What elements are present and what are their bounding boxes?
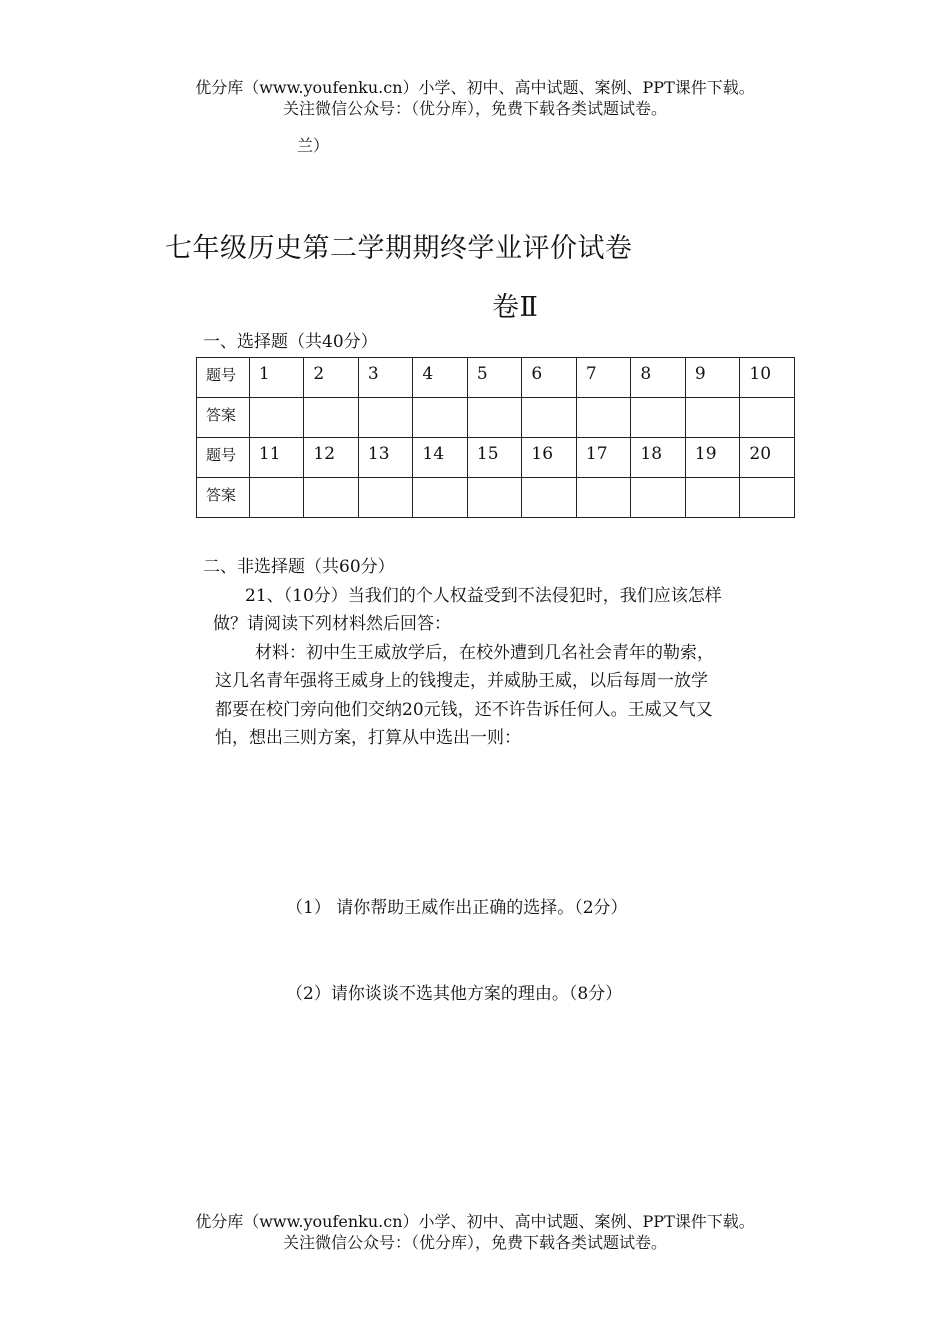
question-number: 2 [304,358,359,398]
page-header [0,77,950,119]
answer-cell[interactable] [576,478,631,518]
answer-cell[interactable] [413,398,468,438]
label-answer: 答案 [197,478,250,518]
question-number: 3 [358,358,413,398]
question-number: 7 [576,358,631,398]
answer-cell[interactable] [631,478,686,518]
answer-cell[interactable] [522,478,577,518]
question-number: 10 [740,358,795,398]
answer-cell[interactable] [304,398,359,438]
section1-heading: 一、选择题（共40分） [203,332,378,352]
answer-cell[interactable] [358,478,413,518]
page-footer [0,1211,950,1253]
question-number: 19 [685,438,740,478]
answer-cell[interactable] [522,398,577,438]
footer-line-2: 关注微信公众号：（优分库），免费下载各类试题试卷。 [282,1233,667,1252]
answer-table [196,357,795,518]
question-number: 1 [249,358,304,398]
question-number: 15 [467,438,522,478]
question-number: 14 [413,438,468,478]
question-number: 16 [522,438,577,478]
header-line-1: 优分库（www.youfenku.cn）小学、初中、高中试题、案例、PPT课件下载。 [195,78,755,97]
answer-cell[interactable] [740,478,795,518]
exam-subtitle: 卷Ⅱ [492,292,539,323]
label-number: 题号 [197,358,250,398]
header-line-2: 关注微信公众号：（优分库），免费下载各类试题试卷。 [282,99,667,118]
question-21-line-1: 21、（10分）当我们的个人权益受到不法侵犯时，我们应该怎样 [245,586,722,606]
question-number: 6 [522,358,577,398]
sub-question-2: （2）请你谈谈不选其他方案的理由。（8分） [286,984,623,1004]
table-row [197,438,795,478]
answer-cell[interactable] [358,398,413,438]
fragment-text: 兰） [297,136,330,155]
table-row [197,358,795,398]
material-line-4: 怕，想出三则方案，打算从中选出一则： [215,728,521,748]
table-row [197,398,795,438]
material-line-1: 材料：初中生王威放学后，在校外遭到几名社会青年的勒索， [255,643,714,663]
material-line-3: 都要在校门旁向他们交纳20元钱，还不许告诉任何人。王威又气又 [215,700,713,720]
label-number: 题号 [197,438,250,478]
question-number: 9 [685,358,740,398]
answer-cell[interactable] [249,478,304,518]
question-number: 13 [358,438,413,478]
footer-line-1: 优分库（www.youfenku.cn）小学、初中、高中试题、案例、PPT课件下载。 [195,1212,755,1231]
exam-title: 七年级历史第二学期期终学业评价试卷 [165,233,633,264]
question-number: 5 [467,358,522,398]
answer-cell[interactable] [740,398,795,438]
question-number: 4 [413,358,468,398]
question-number: 8 [631,358,686,398]
answer-cell[interactable] [467,398,522,438]
question-number: 11 [249,438,304,478]
answer-cell[interactable] [467,478,522,518]
answer-cell[interactable] [576,398,631,438]
table-row [197,478,795,518]
material-line-2: 这几名青年强将王威身上的钱搜走，并威胁王威，以后每周一放学 [215,671,708,691]
question-number: 20 [740,438,795,478]
answer-cell[interactable] [631,398,686,438]
question-number: 17 [576,438,631,478]
question-number: 12 [304,438,359,478]
answer-cell[interactable] [249,398,304,438]
sub-question-1: （1） 请你帮助王威作出正确的选择。（2分） [286,898,628,918]
answer-cell[interactable] [685,478,740,518]
question-21-line-2: 做？请阅读下列材料然后回答： [213,614,451,634]
answer-cell[interactable] [304,478,359,518]
section2-heading: 二、非选择题（共60分） [203,557,395,577]
label-answer: 答案 [197,398,250,438]
question-number: 18 [631,438,686,478]
answer-cell[interactable] [413,478,468,518]
answer-cell[interactable] [685,398,740,438]
